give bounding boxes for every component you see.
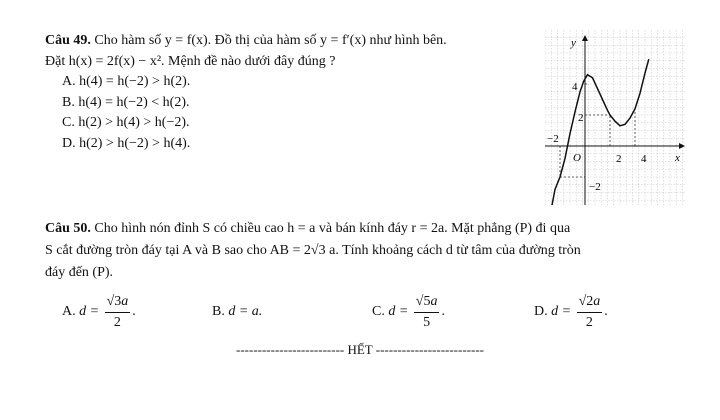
q50-label: Câu 50. (45, 221, 91, 236)
q50-answer-b-text: d = a. (228, 304, 263, 319)
tick-label-x-neg2: −2 (547, 133, 559, 145)
q50-answer-a-lhs: d = (79, 304, 100, 319)
q50-answer-d-fraction: $\frac{√2a}{2}$ (578, 293, 601, 330)
q50-answer-c-letter: C. (372, 304, 385, 319)
q50-line-2: S cắt đường tròn đáy tại A và B sao cho AB = 2√3 a. Tính khoảng cách d từ tâm của đường tròn (45, 243, 581, 258)
q50-answer-c-radicand: 5 (423, 293, 431, 309)
q49-line-1 (45, 30, 545, 51)
q50-answer-a-denominator: 2 (113, 314, 121, 330)
x-axis-label: x (675, 152, 680, 164)
q50-answer-d-radicand: 2 (586, 293, 594, 309)
q50-answer-c-lhs: d = (388, 304, 409, 319)
q50-answer-a-radicand: 3 (114, 293, 122, 309)
tick-label-y-neg2: −2 (589, 181, 601, 193)
graph-grid (545, 30, 685, 205)
question-50 (45, 218, 685, 284)
q50-answer-c[interactable]: C. d = $\frac{√5a}{5}$ . (372, 293, 445, 330)
q50-answers (62, 288, 682, 336)
q50-answer-c-var: a (430, 293, 438, 309)
q50-answer-a[interactable]: A. d = $\frac{√3a}{2}$ . (62, 293, 136, 330)
q50-answer-a-fraction: $\frac{√3a}{2}$ (106, 293, 129, 330)
tick-label-x-2: 2 (616, 153, 622, 165)
y-axis-arrow (582, 35, 588, 41)
tick-label-y-2: 2 (578, 112, 584, 124)
q50-answer-d-lhs: d = (551, 304, 572, 319)
q49-option-c[interactable]: C. h(2) > h(4) > h(−2). (62, 115, 190, 130)
q50-stem-1: Cho hình nón đỉnh S có chiều cao h = a và bán kính đáy r = 2a. Mặt phẳng (P) đi qua (94, 221, 571, 236)
q50-answer-b-letter: B. (212, 304, 225, 319)
tick-label-y-4: 4 (572, 81, 578, 93)
q50-answer-c-denominator: 5 (423, 314, 431, 330)
q50-answer-b[interactable] (212, 288, 262, 336)
derivative-graph (545, 30, 685, 205)
y-axis-label: y (571, 37, 576, 49)
q49-option-b[interactable]: B. h(4) = h(−2) < h(2). (62, 94, 190, 110)
q50-answer-d[interactable]: D. d = $\frac{√2a}{2}$ . (534, 293, 608, 330)
q49-line-2: Đặt h(x) = 2f(x) − x². Mệnh đề nào dưới đây đúng ? (45, 54, 336, 69)
q50-answer-d-var: a (593, 293, 601, 309)
q50-answer-a-var: a (121, 293, 129, 309)
q50-answer-d-letter: D. (534, 304, 548, 319)
q50-answer-c-fraction: $\frac{√5a}{5}$ (415, 293, 438, 330)
q49-option-a[interactable]: A. h(4) = h(−2) > h(2). (62, 74, 191, 89)
question-49 (45, 30, 545, 154)
q50-line-1 (45, 218, 685, 240)
q49-stem-1: Cho hàm số y = f(x). Đồ thị của hàm số y = f′(x) như hình bên. (94, 33, 447, 48)
tick-label-x-4: 4 (641, 153, 647, 165)
q50-answer-d-denominator: 2 (585, 314, 593, 330)
q50-answer-a-letter: A. (62, 304, 76, 319)
origin-label: O (573, 152, 581, 164)
q50-line-3: đáy đến (P). (45, 265, 114, 280)
q49-label: Câu 49. (45, 33, 91, 48)
q49-option-d[interactable]: D. h(2) > h(−2) > h(4). (62, 135, 191, 151)
end-marker: ------------------------- HẾT ------------------------- (236, 342, 484, 357)
x-axis-arrow (679, 143, 685, 149)
